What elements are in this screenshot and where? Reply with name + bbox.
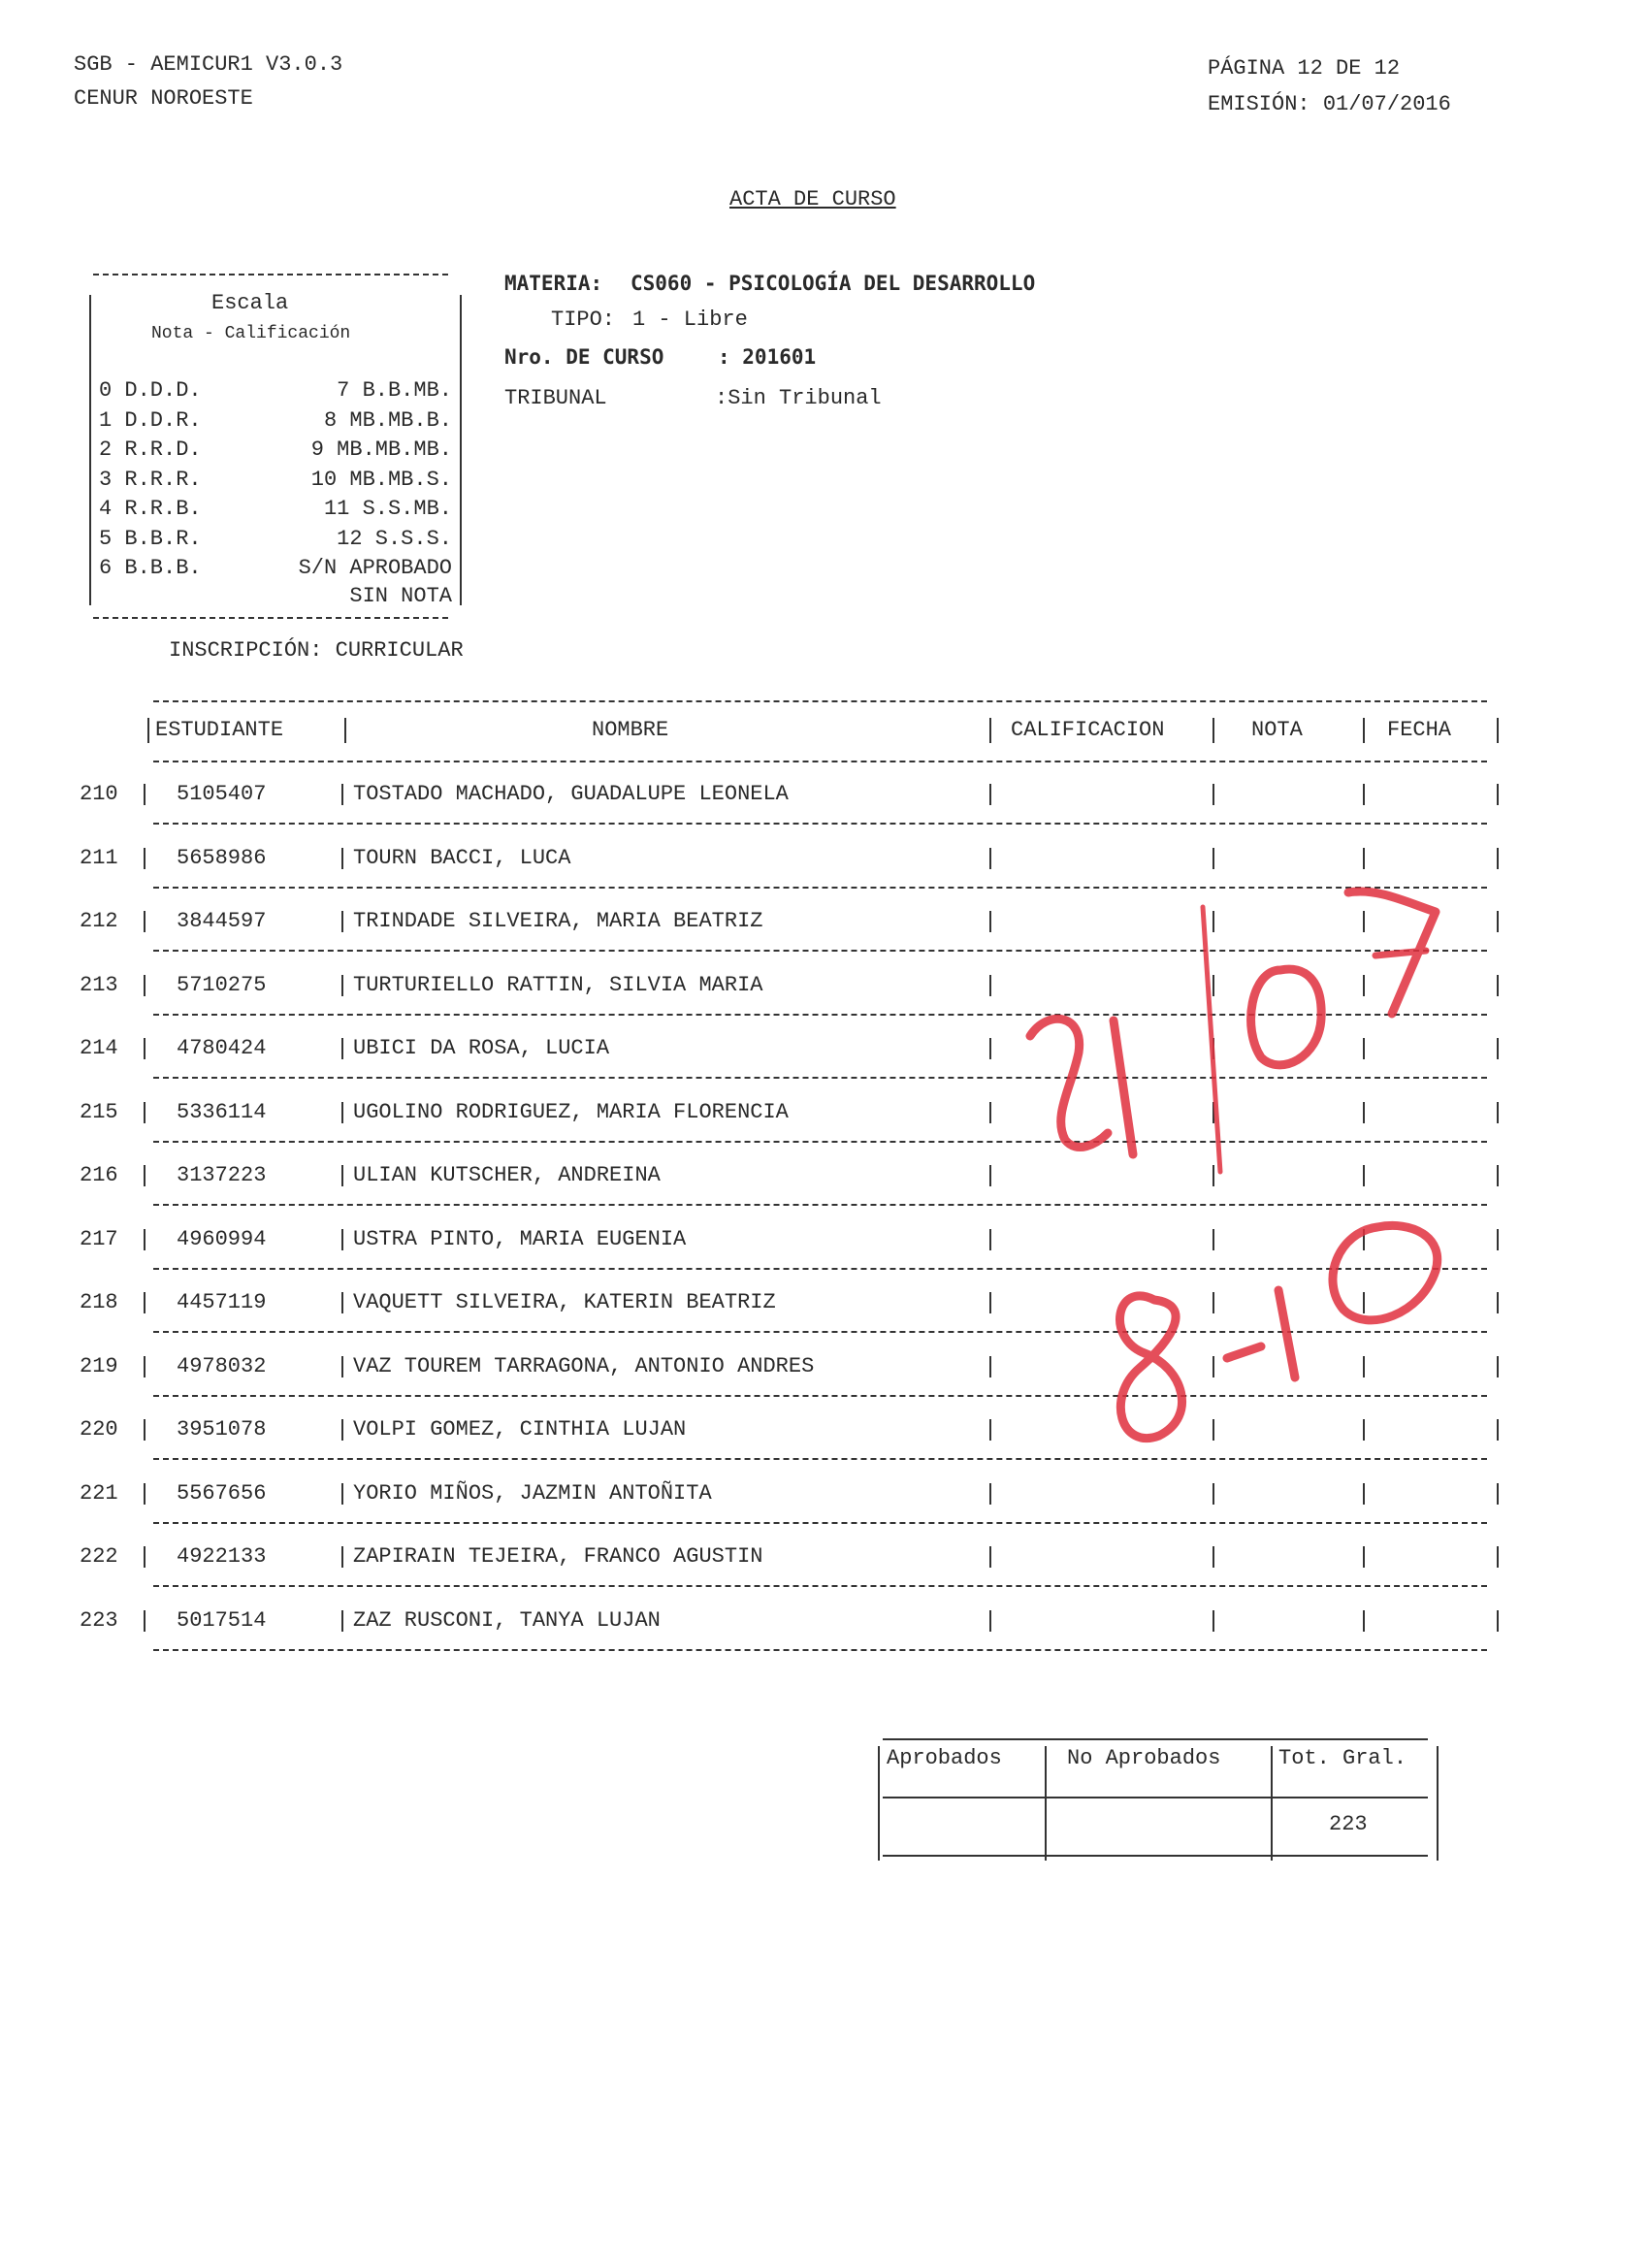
- column-separator: [1212, 1483, 1214, 1505]
- student-id: 5710275: [177, 972, 267, 997]
- hw-digit-7: [1348, 891, 1436, 1014]
- column-separator: [1497, 1165, 1499, 1186]
- column-separator: [341, 1546, 343, 1568]
- row-divider: [153, 887, 1487, 889]
- student-id: 4922133: [177, 1544, 267, 1569]
- hw-digit-2: [1030, 1019, 1108, 1147]
- column-separator: [144, 784, 146, 805]
- column-separator: [1497, 975, 1499, 996]
- column-separator: [1363, 1165, 1365, 1186]
- scale-row-right: 10 MB.MB.S.: [310, 467, 452, 492]
- column-separator: [144, 1419, 146, 1441]
- column-separator: [144, 1292, 146, 1313]
- column-separator: [1212, 1102, 1214, 1123]
- column-separator: [989, 1038, 991, 1059]
- column-separator: [989, 911, 991, 932]
- student-name: ULIAN KUTSCHER, ANDREINA: [353, 1163, 661, 1187]
- column-separator: [341, 975, 343, 996]
- column-separator: [1363, 1546, 1365, 1568]
- column-separator: [1497, 848, 1499, 869]
- column-separator: [1497, 1229, 1499, 1250]
- student-name: TOURN BACCI, LUCA: [353, 845, 571, 870]
- row-number: 223: [80, 1607, 118, 1633]
- tribunal-value: :Sin Tribunal: [715, 386, 882, 410]
- row-divider: [153, 1585, 1487, 1587]
- hw-slash: [1203, 907, 1220, 1172]
- student-name: VOLPI GOMEZ, CINTHIA LUJAN: [353, 1417, 687, 1442]
- student-name: UGOLINO RODRIGUEZ, MARIA FLORENCIA: [353, 1099, 789, 1124]
- column-separator: [1497, 1292, 1499, 1313]
- column-separator: [144, 1165, 146, 1186]
- column-separator: [1212, 975, 1214, 996]
- row-divider: [153, 1077, 1487, 1079]
- totals-header-aprobados: Aprobados: [887, 1746, 1002, 1770]
- column-separator: [1363, 1356, 1365, 1377]
- column-separator: [1497, 1610, 1499, 1632]
- student-name: USTRA PINTO, MARIA EUGENIA: [353, 1226, 687, 1251]
- column-separator: [989, 1229, 991, 1250]
- column-separator: [341, 1292, 343, 1313]
- student-name: TOSTADO MACHADO, GUADALUPE LEONELA: [353, 782, 789, 806]
- column-separator: [989, 1102, 991, 1123]
- column-separator: [1497, 1419, 1499, 1441]
- column-separator: [989, 1292, 991, 1313]
- column-separator: [989, 848, 991, 869]
- emission-date: EMISIÓN: 01/07/2016: [1208, 92, 1451, 116]
- student-name: VAQUETT SILVEIRA, KATERIN BEATRIZ: [353, 1290, 776, 1314]
- scale-row-right: 7 B.B.MB.: [337, 378, 452, 403]
- student-name: YORIO MIÑOS, JAZMIN ANTOÑITA: [353, 1480, 712, 1506]
- column-separator: [341, 784, 343, 805]
- row-divider: [153, 1268, 1487, 1270]
- column-separator: [341, 1610, 343, 1632]
- student-name: ZAZ RUSCONI, TANYA LUJAN: [353, 1607, 661, 1633]
- scale-row-left: 5 B.B.R.: [99, 526, 202, 551]
- scale-row-left: 3 R.R.R.: [99, 467, 202, 492]
- column-separator: [989, 1419, 991, 1441]
- column-separator: [1363, 784, 1365, 805]
- column-separator: [1497, 1038, 1499, 1059]
- row-number: 216: [80, 1163, 118, 1187]
- row-divider: [153, 1395, 1487, 1397]
- hw-digit-1: [1114, 1021, 1133, 1154]
- row-divider: [153, 1458, 1487, 1460]
- column-separator: [989, 1165, 991, 1186]
- column-separator: [1363, 1483, 1365, 1505]
- student-name: TURTURIELLO RATTIN, SILVIA MARIA: [353, 972, 763, 997]
- tribunal-label: TRIBUNAL: [504, 386, 607, 410]
- hw-digit-8: [1120, 1296, 1182, 1439]
- hw-dash: [1227, 1346, 1261, 1358]
- totals-tot-gral-value: 223: [1329, 1812, 1368, 1836]
- column-separator: [1363, 1038, 1365, 1059]
- column-separator: [144, 1038, 146, 1059]
- header-fecha: FECHA: [1387, 718, 1452, 742]
- scale-heading: Escala: [211, 291, 289, 315]
- hw-digit-0: [1251, 969, 1322, 1065]
- student-id: 5567656: [177, 1480, 267, 1506]
- materia-value: CS060 - PSICOLOGÍA DEL DESARROLLO: [630, 272, 1036, 295]
- scale-row-left: 4 R.R.B.: [99, 497, 202, 521]
- student-id: 4960994: [177, 1226, 267, 1251]
- column-separator: [144, 975, 146, 996]
- course-number-label: Nro. DE CURSO: [504, 345, 664, 369]
- scale-row-left: 0 D.D.D.: [99, 378, 202, 403]
- scale-row-right: 12 S.S.S.: [337, 526, 452, 551]
- student-id: 3137223: [177, 1163, 267, 1187]
- column-separator: [144, 848, 146, 869]
- column-separator: [341, 1102, 343, 1123]
- scale-row-right: 9 MB.MB.MB.: [310, 437, 452, 462]
- page-title: ACTA DE CURSO: [729, 187, 896, 211]
- column-separator: [341, 911, 343, 932]
- column-separator: [144, 1610, 146, 1632]
- scale-row-left: 2 R.R.D.: [99, 437, 202, 462]
- column-separator: [1212, 911, 1214, 932]
- course-number-value: : 201601: [718, 345, 817, 369]
- student-name: UBICI DA ROSA, LUCIA: [353, 1036, 610, 1060]
- header-estudiante: ESTUDIANTE: [155, 718, 284, 742]
- student-id: 5017514: [177, 1607, 267, 1633]
- column-separator: [1363, 848, 1365, 869]
- column-separator: [341, 1419, 343, 1441]
- inscription-type: INSCRIPCIÓN: CURRICULAR: [169, 638, 464, 663]
- row-number: 222: [80, 1544, 118, 1569]
- tipo-value: 1 - Libre: [632, 308, 748, 332]
- row-number: 214: [80, 1036, 118, 1060]
- column-separator: [989, 1483, 991, 1505]
- scale-subheading: Nota - Calificación: [151, 324, 351, 343]
- row-number: 220: [80, 1417, 118, 1442]
- header-nombre: NOMBRE: [592, 718, 669, 742]
- organization: CENUR NOROESTE: [74, 86, 253, 111]
- column-separator: [144, 1356, 146, 1377]
- hw-digit-1b: [1278, 1290, 1295, 1377]
- column-separator: [1212, 1038, 1214, 1059]
- row-divider: [153, 1649, 1487, 1651]
- row-divider: [153, 1522, 1487, 1524]
- row-number: 213: [80, 972, 118, 997]
- student-id: 3951078: [177, 1417, 267, 1442]
- header-nota: NOTA: [1251, 718, 1303, 742]
- student-name: ZAPIRAIN TEJEIRA, FRANCO AGUSTIN: [353, 1544, 763, 1569]
- materia-label: MATERIA:: [504, 272, 603, 295]
- row-divider: [153, 1204, 1487, 1206]
- page-number: PÁGINA 12 DE 12: [1208, 56, 1401, 81]
- row-divider: [153, 950, 1487, 952]
- student-id: 3844597: [177, 909, 267, 933]
- student-id: 4978032: [177, 1353, 267, 1378]
- column-separator: [341, 1229, 343, 1250]
- system-version: SGB - AEMICUR1 V3.0.3: [74, 52, 343, 77]
- column-separator: [1212, 1165, 1214, 1186]
- column-separator: [341, 848, 343, 869]
- column-separator: [1212, 1229, 1214, 1250]
- row-number: 217: [80, 1226, 118, 1251]
- scale-row-right: SIN NOTA: [349, 584, 452, 608]
- row-number: 212: [80, 909, 118, 933]
- column-separator: [1497, 911, 1499, 932]
- column-separator: [144, 1546, 146, 1568]
- column-separator: [1363, 1292, 1365, 1313]
- row-divider: [153, 1331, 1487, 1333]
- column-separator: [989, 1610, 991, 1632]
- column-separator: [1212, 1419, 1214, 1441]
- column-separator: [1497, 1483, 1499, 1505]
- column-separator: [989, 784, 991, 805]
- student-id: 5105407: [177, 782, 267, 806]
- scale-row-left: 6 B.B.B.: [99, 556, 202, 580]
- tipo-label: TIPO:: [551, 308, 616, 332]
- row-number: 221: [80, 1480, 118, 1506]
- row-number: 215: [80, 1099, 118, 1124]
- hw-digit-0b: [1333, 1225, 1438, 1319]
- student-name: VAZ TOUREM TARRAGONA, ANTONIO ANDRES: [353, 1353, 815, 1378]
- column-separator: [989, 1356, 991, 1377]
- row-divider: [153, 1014, 1487, 1016]
- column-separator: [1363, 1102, 1365, 1123]
- column-separator: [341, 1038, 343, 1059]
- row-divider: [153, 1141, 1487, 1143]
- column-separator: [1497, 1356, 1499, 1377]
- column-separator: [341, 1165, 343, 1186]
- totals-header-tot-gral: Tot. Gral.: [1278, 1746, 1407, 1770]
- column-separator: [144, 1102, 146, 1123]
- column-separator: [1497, 1102, 1499, 1123]
- column-separator: [144, 911, 146, 932]
- column-separator: [1212, 784, 1214, 805]
- column-separator: [1363, 975, 1365, 996]
- scale-row-right: 11 S.S.MB.: [323, 497, 452, 521]
- column-separator: [1363, 1610, 1365, 1632]
- column-separator: [341, 1356, 343, 1377]
- row-number: 211: [80, 845, 118, 870]
- column-separator: [144, 1229, 146, 1250]
- column-separator: [1212, 1292, 1214, 1313]
- scale-row-left: 1 D.D.R.: [99, 407, 202, 433]
- column-separator: [1363, 1229, 1365, 1250]
- student-id: 5658986: [177, 845, 267, 870]
- column-separator: [144, 1483, 146, 1505]
- student-id: 4457119: [177, 1290, 267, 1314]
- scale-row-right: S/N APROBADO: [298, 556, 452, 580]
- student-id: 5336114: [177, 1099, 267, 1124]
- row-number: 218: [80, 1290, 118, 1314]
- totals-header-no-aprobados: No Aprobados: [1067, 1746, 1221, 1770]
- column-separator: [1363, 911, 1365, 932]
- column-separator: [989, 1546, 991, 1568]
- row-divider: [153, 823, 1487, 825]
- column-separator: [1363, 1419, 1365, 1441]
- column-separator: [989, 975, 991, 996]
- column-separator: [341, 1483, 343, 1505]
- column-separator: [1212, 1610, 1214, 1632]
- column-separator: [1497, 1546, 1499, 1568]
- column-separator: [1497, 784, 1499, 805]
- column-separator: [1212, 1546, 1214, 1568]
- row-number: 210: [80, 782, 118, 806]
- column-separator: [1212, 1356, 1214, 1377]
- header-calificacion: CALIFICACION: [1011, 718, 1165, 742]
- row-number: 219: [80, 1353, 118, 1378]
- student-id: 4780424: [177, 1036, 267, 1060]
- column-separator: [1212, 848, 1214, 869]
- student-name: TRINDADE SILVEIRA, MARIA BEATRIZ: [353, 909, 763, 933]
- scale-row-right: 8 MB.MB.B.: [323, 407, 452, 433]
